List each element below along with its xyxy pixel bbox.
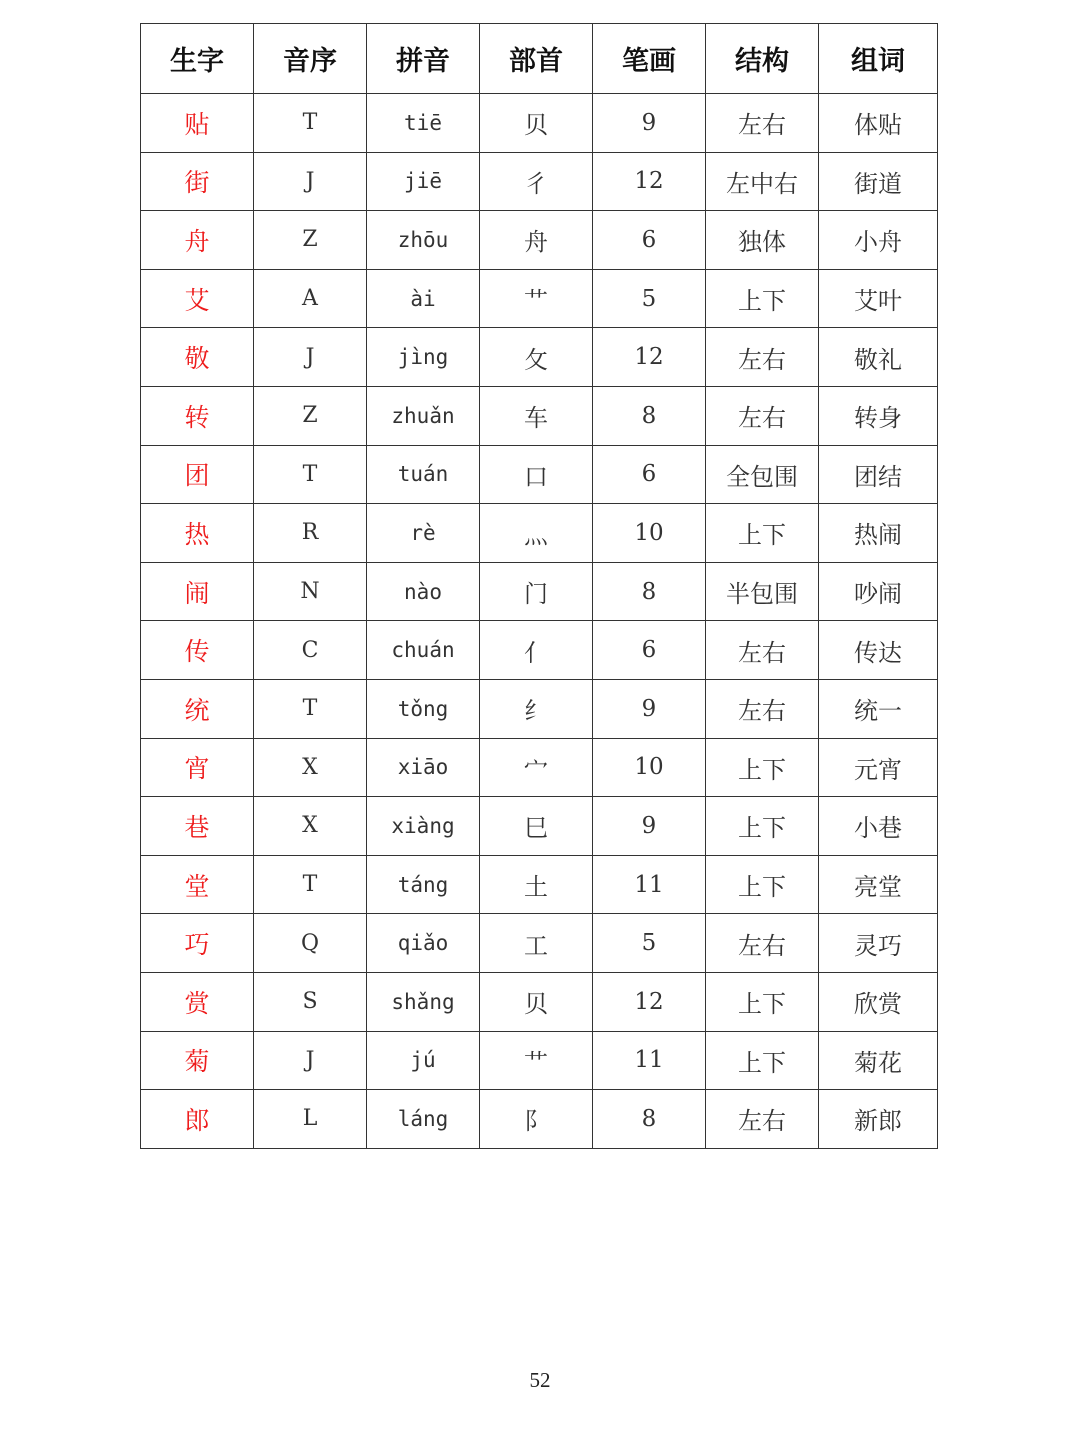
- cell-structure: 上下: [706, 1031, 819, 1090]
- cell-pinyin: láng: [367, 1090, 480, 1149]
- cell-structure: 上下: [706, 972, 819, 1031]
- cell-stroke-count: 10: [593, 504, 706, 563]
- cell-word: 街道: [819, 152, 938, 211]
- cell-radical: 贝: [480, 94, 593, 153]
- cell-structure: 左右: [706, 328, 819, 387]
- cell-radical: 土: [480, 855, 593, 914]
- cell-initial-letter: R: [254, 504, 367, 563]
- cell-stroke-count: 6: [593, 445, 706, 504]
- cell-word: 吵闹: [819, 562, 938, 621]
- table-row: [141, 562, 938, 621]
- table-row: [141, 386, 938, 445]
- cell-word: 热闹: [819, 504, 938, 563]
- cell-initial-letter: Q: [254, 914, 367, 973]
- table-row: [141, 328, 938, 387]
- cell-structure: 独体: [706, 211, 819, 270]
- cell-radical: 舟: [480, 211, 593, 270]
- cell-stroke-count: 6: [593, 621, 706, 680]
- cell-initial-letter: T: [254, 445, 367, 504]
- cell-radical: 工: [480, 914, 593, 973]
- cell-pinyin: ài: [367, 269, 480, 328]
- cell-structure: 左右: [706, 914, 819, 973]
- character-table: [140, 23, 938, 1149]
- cell-stroke-count: 5: [593, 269, 706, 328]
- cell-stroke-count: 9: [593, 94, 706, 153]
- cell-initial-letter: T: [254, 94, 367, 153]
- cell-new-character: 贴: [141, 94, 254, 153]
- table-row: [141, 679, 938, 738]
- header-stroke-count: 笔画: [593, 24, 706, 94]
- cell-stroke-count: 12: [593, 328, 706, 387]
- table-row: [141, 621, 938, 680]
- cell-stroke-count: 12: [593, 152, 706, 211]
- cell-pinyin: jú: [367, 1031, 480, 1090]
- cell-word: 菊花: [819, 1031, 938, 1090]
- cell-stroke-count: 6: [593, 211, 706, 270]
- cell-initial-letter: J: [254, 328, 367, 387]
- table-row: [141, 1090, 938, 1149]
- cell-pinyin: shǎng: [367, 972, 480, 1031]
- cell-structure: 上下: [706, 504, 819, 563]
- cell-pinyin: tǒng: [367, 679, 480, 738]
- cell-new-character: 热: [141, 504, 254, 563]
- cell-word: 敬礼: [819, 328, 938, 387]
- header-initial-letter: 音序: [254, 24, 367, 94]
- cell-word: 团结: [819, 445, 938, 504]
- cell-new-character: 团: [141, 445, 254, 504]
- cell-pinyin: zhōu: [367, 211, 480, 270]
- table-row: [141, 972, 938, 1031]
- cell-pinyin: táng: [367, 855, 480, 914]
- table-row: [141, 152, 938, 211]
- cell-radical: 口: [480, 445, 593, 504]
- cell-structure: 上下: [706, 797, 819, 856]
- cell-word: 元宵: [819, 738, 938, 797]
- cell-pinyin: tiē: [367, 94, 480, 153]
- cell-new-character: 街: [141, 152, 254, 211]
- cell-new-character: 闹: [141, 562, 254, 621]
- cell-stroke-count: 11: [593, 855, 706, 914]
- cell-word: 艾叶: [819, 269, 938, 328]
- table-row: [141, 914, 938, 973]
- cell-new-character: 艾: [141, 269, 254, 328]
- cell-structure: 上下: [706, 738, 819, 797]
- cell-pinyin: tuán: [367, 445, 480, 504]
- cell-structure: 上下: [706, 269, 819, 328]
- cell-radical: 车: [480, 386, 593, 445]
- cell-new-character: 巧: [141, 914, 254, 973]
- cell-initial-letter: J: [254, 152, 367, 211]
- cell-radical: 阝: [480, 1090, 593, 1149]
- cell-initial-letter: A: [254, 269, 367, 328]
- cell-stroke-count: 5: [593, 914, 706, 973]
- cell-initial-letter: N: [254, 562, 367, 621]
- cell-new-character: 舟: [141, 211, 254, 270]
- cell-stroke-count: 9: [593, 679, 706, 738]
- header-structure: 结构: [706, 24, 819, 94]
- header-word: 组词: [819, 24, 938, 94]
- cell-new-character: 宵: [141, 738, 254, 797]
- cell-structure: 全包围: [706, 445, 819, 504]
- header-row: [141, 24, 938, 94]
- cell-word: 小巷: [819, 797, 938, 856]
- cell-initial-letter: Z: [254, 386, 367, 445]
- cell-initial-letter: S: [254, 972, 367, 1031]
- table-row: [141, 855, 938, 914]
- cell-pinyin: qiǎo: [367, 914, 480, 973]
- cell-stroke-count: 8: [593, 562, 706, 621]
- cell-radical: 彳: [480, 152, 593, 211]
- table-body: [141, 94, 938, 1149]
- cell-word: 转身: [819, 386, 938, 445]
- cell-structure: 左右: [706, 386, 819, 445]
- cell-pinyin: jiē: [367, 152, 480, 211]
- cell-new-character: 赏: [141, 972, 254, 1031]
- table-row: [141, 94, 938, 153]
- cell-initial-letter: X: [254, 738, 367, 797]
- cell-structure: 左右: [706, 94, 819, 153]
- cell-new-character: 郎: [141, 1090, 254, 1149]
- table-row: [141, 738, 938, 797]
- cell-pinyin: jìng: [367, 328, 480, 387]
- cell-stroke-count: 8: [593, 386, 706, 445]
- cell-initial-letter: L: [254, 1090, 367, 1149]
- cell-structure: 上下: [706, 855, 819, 914]
- table-row: [141, 797, 938, 856]
- cell-pinyin: xiāo: [367, 738, 480, 797]
- table-row: [141, 1031, 938, 1090]
- page-number: 52: [529, 1368, 551, 1392]
- cell-word: 传达: [819, 621, 938, 680]
- cell-word: 欣赏: [819, 972, 938, 1031]
- cell-word: 灵巧: [819, 914, 938, 973]
- cell-word: 亮堂: [819, 855, 938, 914]
- cell-initial-letter: X: [254, 797, 367, 856]
- cell-structure: 左中右: [706, 152, 819, 211]
- table-row: [141, 445, 938, 504]
- cell-pinyin: zhuǎn: [367, 386, 480, 445]
- cell-new-character: 统: [141, 679, 254, 738]
- cell-stroke-count: 12: [593, 972, 706, 1031]
- cell-radical: 纟: [480, 679, 593, 738]
- cell-structure: 左右: [706, 1090, 819, 1149]
- cell-stroke-count: 8: [593, 1090, 706, 1149]
- cell-pinyin: chuán: [367, 621, 480, 680]
- table-row: [141, 504, 938, 563]
- cell-new-character: 巷: [141, 797, 254, 856]
- header-new-character: 生字: [141, 24, 254, 94]
- table-row: [141, 211, 938, 270]
- cell-new-character: 传: [141, 621, 254, 680]
- cell-new-character: 菊: [141, 1031, 254, 1090]
- cell-stroke-count: 10: [593, 738, 706, 797]
- cell-word: 新郎: [819, 1090, 938, 1149]
- cell-structure: 左右: [706, 679, 819, 738]
- cell-radical: 灬: [480, 504, 593, 563]
- cell-pinyin: rè: [367, 504, 480, 563]
- cell-initial-letter: T: [254, 855, 367, 914]
- cell-stroke-count: 9: [593, 797, 706, 856]
- table-header: [141, 24, 938, 94]
- cell-initial-letter: T: [254, 679, 367, 738]
- cell-radical: 亻: [480, 621, 593, 680]
- cell-pinyin: xiàng: [367, 797, 480, 856]
- cell-new-character: 敬: [141, 328, 254, 387]
- cell-radical: 艹: [480, 1031, 593, 1090]
- table-row: [141, 269, 938, 328]
- header-radical: 部首: [480, 24, 593, 94]
- cell-word: 统一: [819, 679, 938, 738]
- cell-word: 小舟: [819, 211, 938, 270]
- cell-initial-letter: C: [254, 621, 367, 680]
- cell-radical: 巳: [480, 797, 593, 856]
- cell-structure: 半包围: [706, 562, 819, 621]
- cell-radical: 攵: [480, 328, 593, 387]
- cell-initial-letter: J: [254, 1031, 367, 1090]
- cell-initial-letter: Z: [254, 211, 367, 270]
- cell-pinyin: nào: [367, 562, 480, 621]
- cell-radical: 贝: [480, 972, 593, 1031]
- cell-word: 体贴: [819, 94, 938, 153]
- cell-radical: 艹: [480, 269, 593, 328]
- cell-stroke-count: 11: [593, 1031, 706, 1090]
- header-pinyin: 拼音: [367, 24, 480, 94]
- cell-structure: 左右: [706, 621, 819, 680]
- cell-new-character: 堂: [141, 855, 254, 914]
- cell-new-character: 转: [141, 386, 254, 445]
- cell-radical: 宀: [480, 738, 593, 797]
- cell-radical: 门: [480, 562, 593, 621]
